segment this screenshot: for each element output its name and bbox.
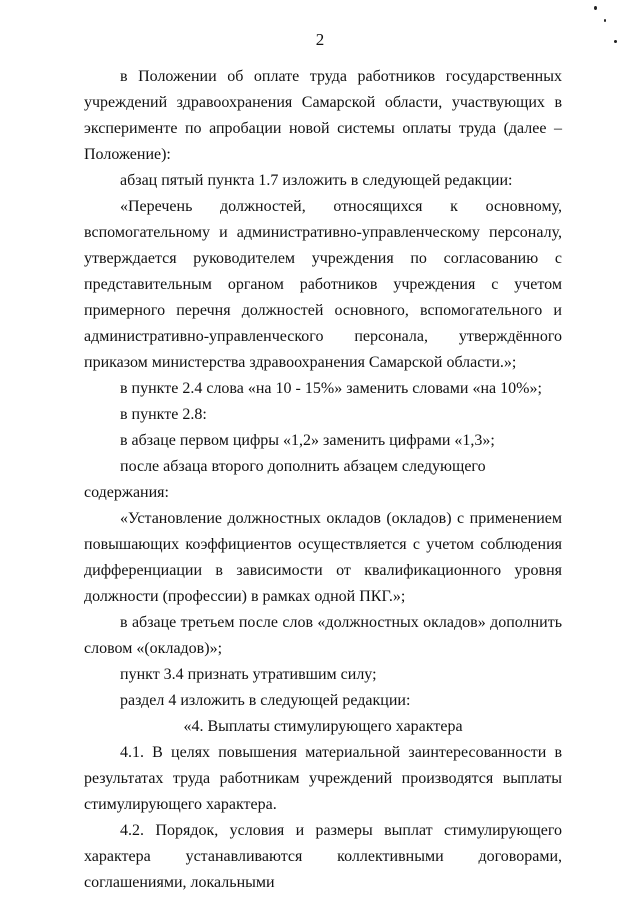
- paragraph: 4.1. В целях повышения материальной заинтересованности в результатах труда работникам учреждений производятся выплаты стимулирующего характера.: [84, 744, 562, 813]
- paragraph: 4.2. Порядок, условия и размеры выплат стимулирующего характера устанавливаются коллективными договорами, соглашениями, локальными: [84, 822, 562, 891]
- scan-speck: [594, 6, 597, 10]
- scan-speck: [604, 19, 606, 22]
- paragraph-quote: «Перечень должностей, относящихся к основному, вспомогательному и административно-управленческому персоналу, утверждается руководителем учреждения по согласованию с представительным органом работников учреждения с учетом примерного перечня должностей основного, вспомогательного и административно-управленческого персонала, утверждённого приказом министерства здравоохранения Самарской области.»;: [84, 198, 562, 371]
- document-body: [84, 64, 562, 896]
- paragraph: в абзаце третьем после слов «должностных окладов» дополнить словом «(окладов)»;: [84, 614, 562, 657]
- paragraph: в абзаце первом цифры «1,2» заменить цифрами «1,3»;: [120, 432, 495, 449]
- paragraph-quote: «Установление должностных окладов (окладов) с применением повышающих коэффициентов осуществляется с учетом соблюдения дифференциации в зависимости от квалификационного уровня должности (профессии) в рамках одной ПКГ.»;: [84, 510, 562, 605]
- paragraph-intro: в Положении об оплате труда работников государственных учреждений здравоохранения Самарской области, участвующих в эксперименте по апробации новой системы оплаты труда (далее – Положение):: [84, 68, 562, 163]
- page-number: 2: [315, 30, 325, 49]
- paragraph: абзац пятый пункта 1.7 изложить в следующей редакции:: [120, 172, 513, 189]
- paragraph: после абзаца второго дополнить абзацем следующего содержания:: [84, 458, 486, 501]
- paragraph: в пункте 2.4 слова «на 10 - 15%» заменить словами «на 10%»;: [120, 380, 542, 397]
- paragraph: раздел 4 изложить в следующей редакции:: [120, 692, 411, 709]
- paragraph: в пункте 2.8:: [120, 406, 207, 423]
- section-heading: «4. Выплаты стимулирующего характера: [183, 718, 463, 735]
- paragraph: пункт 3.4 признать утратившим силу;: [120, 666, 377, 683]
